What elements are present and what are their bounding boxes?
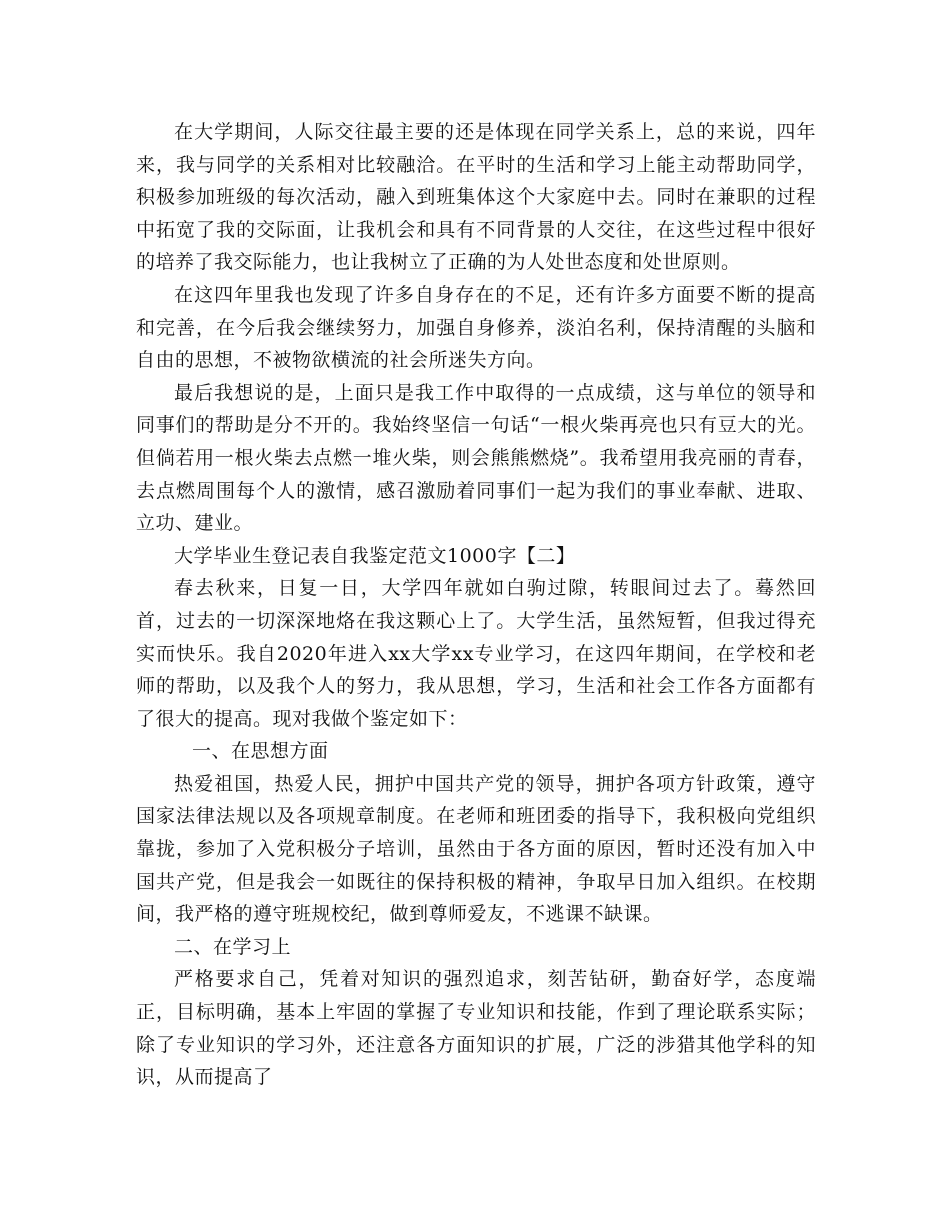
paragraph-shortcomings: 在这四年里我也发现了许多自身存在的不足，还有许多方面要不断的提高和完善，在今后我会继续努力，加强自身修养，淡泊名利，保持清醒的头脑和自由的思想，不被物欲横流的社会所迷失方向。 (136, 283, 816, 372)
paragraph-interpersonal: 在大学期间，人际交往最主要的还是体现在同学关系上，总的来说，四年来，我与同学的关系相对比较融洽。在平时的生活和学习上能主动帮助同学，积极参加班级的每次活动，融入到班集体这个大家庭中去。同时在兼职的过程中拓宽了我的交际面，让我机会和具有不同背景的人交往，在这些过程中很好的培养了我交际能力，也让我树立了正确的为人处世态度和处世原则。 (136, 121, 816, 274)
paragraph-intro: 春去秋来，日复一日，大学四年就如白驹过隙，转眼间过去了。蓦然回首，过去的一切深深地烙在我这颗心上了。大学生活，虽然短暂，但我过得充实而快乐。我自2020年进入xx大学xx专业学习，在这四年期间，在学校和老师的帮助，以及我个人的努力，我从思想，学习，生活和社会工作各方面都有了很大的提高。现对我做个鉴定如下： (136, 577, 816, 730)
heading-thought: 一、在思想方面 (192, 740, 329, 763)
document-page (136, 116, 816, 1094)
paragraph-study: 严格要求自己，凭着对知识的强烈追求，刻苦钻研，勤奋好学，态度端正，目标明确，基本上牢固的掌握了专业知识和技能，作到了理论联系实际；除了专业知识的学习外，还注意各方面知识的扩展，广泛的涉猎其他学科的知识，从而提高了 (136, 968, 816, 1089)
paragraph-conclusion: 最后我想说的是，上面只是我工作中取得的一点成绩，这与单位的领导和同事们的帮助是分不开的。我始终坚信一句话“一根火柴再亮也只有豆大的光。但倘若用一根火柴去点燃一堆火柴，则会熊熊燃烧”。我希望用我亮丽的青春，去点燃周围每个人的激情，感召激励着同事们一起为我们的事业奉献、进取、立功、建业。 (136, 381, 816, 535)
heading-study: 二、在学习上 (174, 935, 292, 958)
section-title-two: 大学毕业生登记表自我鉴定范文1000字【二】 (174, 544, 576, 567)
paragraph-thought: 热爱祖国，热爱人民，拥护中国共产党的领导，拥护各项方针政策，遵守国家法律法规以及各项规章制度。在老师和班团委的指导下，我积极向党组织靠拢，参加了入党积极分子培训，虽然由于各方面的原因，暂时还没有加入中国共产党，但是我会一如既往的保持积极的精神，争取早日加入组织。在校期间，我严格的遵守班规校纪，做到尊师爱友，不逃课不缺课。 (136, 772, 816, 926)
